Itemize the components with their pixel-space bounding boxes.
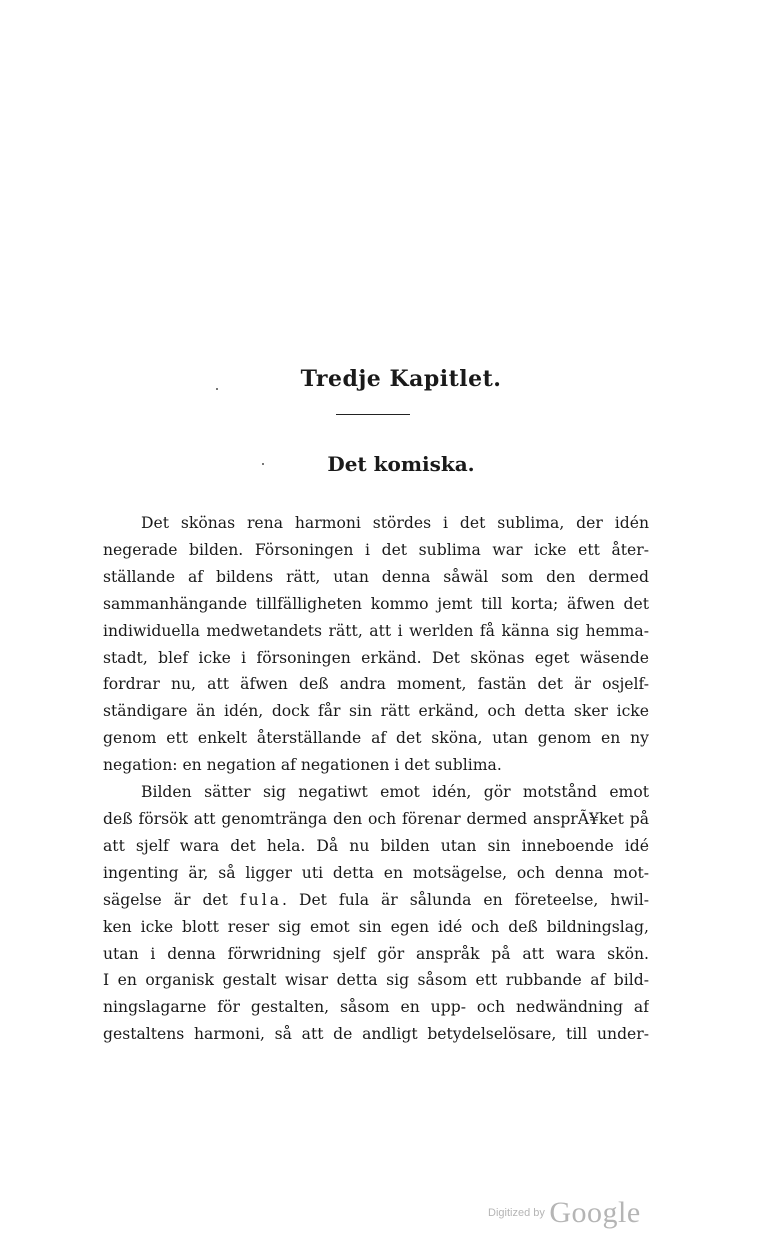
text-line: ställande af bildens rätt, utan denna såwäl som den dermed — [103, 567, 649, 586]
text-line: Det skönas rena harmoni stördes i det sublima, der idén — [141, 514, 649, 532]
text-line: utan i denna förwridning sjelf gör anspråk på att wara skön. — [103, 944, 649, 963]
text-fragment: . Det fula är sålunda en företeelse, hwil- — [282, 890, 649, 909]
text-line: Bilden sätter sig negatiwt emot idén, gör motstånd emot — [141, 783, 649, 802]
text-line: ständigare än idén, dock får sin rätt erkänd, och detta sker icke — [103, 702, 649, 721]
text-line: stadt, blef icke i försoningen erkänd. Det skönas eget wäsende — [103, 648, 649, 667]
body-text — [103, 510, 649, 1048]
text-line: sammanhängande tillfälligheten kommo jemt till korta; äfwen det — [103, 594, 649, 613]
text-fragment: sägelse är det — [103, 890, 228, 909]
chapter-title: Tredje Kapitlet. — [300, 366, 502, 392]
text-line-mixed — [103, 887, 649, 914]
text-line: fordrar nu, att äfwen deß andra moment, fastän det är osjelf- — [103, 675, 649, 694]
text-line: I en organisk gestalt wisar detta sig såsom ett rubbande af bild- — [103, 971, 649, 990]
watermark-prefix: Digitized by — [488, 1207, 545, 1219]
text-line: deß försök att genomtränga den och förenar dermed ansprÃ¥ket på — [103, 809, 649, 828]
digitized-watermark — [488, 1196, 641, 1230]
text-line: negerade bilden. Försoningen i det sublima war icke ett åter- — [103, 540, 649, 559]
text-line: genom ett enkelt återställande af det sköna, utan genom en ny — [103, 729, 649, 748]
text-line: att sjelf wara det hela. Då nu bilden utan sin inneboende idé — [103, 836, 649, 855]
text-line: gestaltens harmoni, så att de andligt betydelselösare, till under- — [103, 1025, 649, 1044]
text-line: ningslagarne för gestalten, såsom en upp- och nedwändning af — [103, 998, 649, 1017]
text-line: ingenting är, så ligger uti detta en motsägelse, och denna mot- — [103, 863, 649, 882]
text-line: negation: en negation af negationen i det sublima. — [103, 756, 502, 775]
title-divider — [336, 414, 410, 415]
text-line: indiwiduella medwetandets rätt, att i werlden få känna sig hemma- — [103, 621, 649, 640]
watermark-brand: Google — [549, 1196, 641, 1229]
text-line: ken icke blott reser sig emot sin egen idé och deß bildningslag, — [103, 917, 649, 936]
emphasized-term: fula — [239, 890, 283, 909]
section-title: Det komiska. — [327, 452, 475, 476]
